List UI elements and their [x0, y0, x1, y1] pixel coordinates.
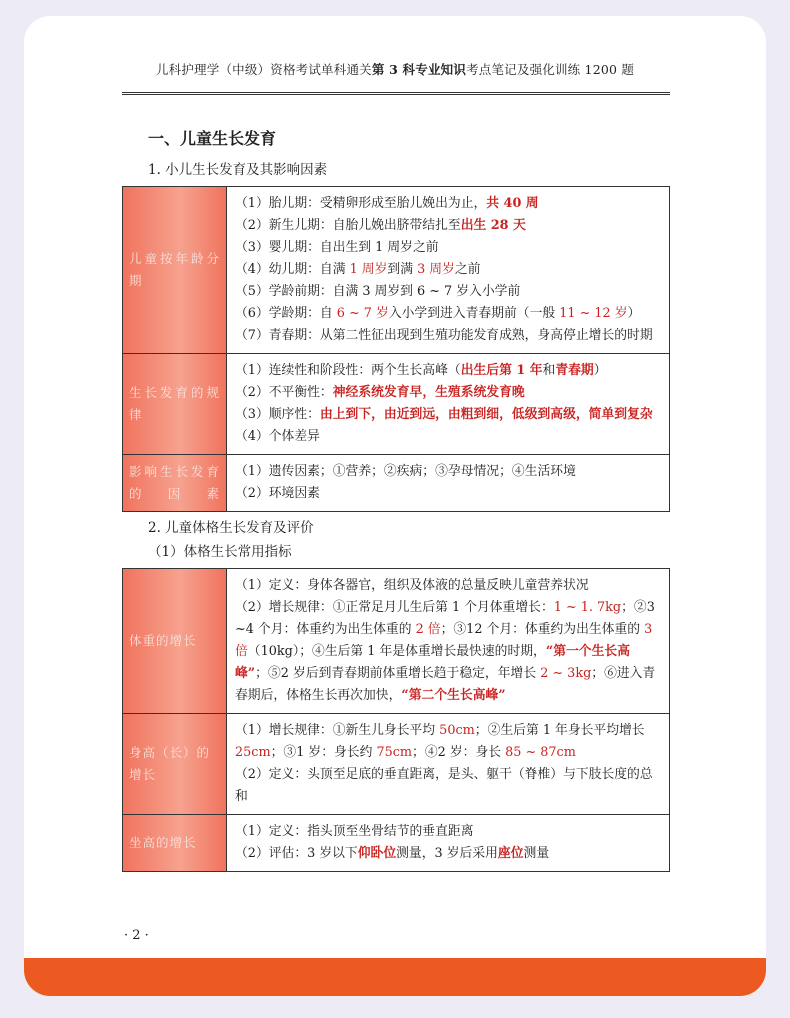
- list-item: （2）定义：头顶至足底的垂直距离，是头、躯干（脊椎）与下肢长度的总和: [235, 767, 653, 804]
- row-content-sitting-height: [227, 815, 670, 872]
- table-row: [123, 455, 670, 512]
- list-item: （2）不平衡性：神经系统发育早，生殖系统发育晚: [235, 385, 525, 400]
- list-item: （4）幼儿期：自满 1 周岁到满 3 周岁之前: [235, 262, 481, 277]
- list-item: （3）顺序性：由上到下，由近到远，由粗到细，低级到高级，简单到复杂: [235, 407, 653, 422]
- table-row: [123, 714, 670, 815]
- row-content-growth-rules: [227, 354, 670, 455]
- table-row: [123, 354, 670, 455]
- header-part-2: 第 3 科专业知识: [371, 62, 467, 77]
- page-number: · 2 ·: [124, 928, 149, 943]
- subsection-2-title: 2. 儿童体格生长发育及评价: [148, 520, 314, 536]
- list-item: （1）遗传因素；①营养；②疾病；③孕母情况；④生活环境: [235, 464, 576, 479]
- header-part-1: 儿科护理学（中级）资格考试单科通关: [155, 62, 372, 77]
- list-item: （2）评估：3 岁以下仰卧位测量，3 岁后采用座位测量: [235, 846, 550, 861]
- list-item: （1）定义：身体各器官，组织及体液的总量反映儿童营养状况: [235, 578, 589, 593]
- bottom-accent-bar: [24, 958, 766, 996]
- header-rule: [122, 92, 670, 93]
- list-item: （7）青春期：从第二性征出现到生殖功能发育成熟，身高停止增长的时期: [235, 328, 653, 343]
- list-item: （1）增长规律：①新生儿身长平均 50cm；②生后第 1 年身长平均增长 25cm；③1 岁：身长约 75cm；④2 岁：身长 85 ~ 87cm: [235, 723, 645, 760]
- table-row: [123, 815, 670, 872]
- list-item: （5）学龄前期：自满 3 周岁到 6 ~ 7 岁入小学前: [235, 284, 521, 299]
- list-item: （6）学龄期：自 6 ~ 7 岁入小学到进入青春期前（一般 11 ~ 12 岁）: [235, 306, 641, 321]
- row-label-height: 身高（长）的增长: [123, 714, 227, 815]
- subsection-1-title: 1. 小儿生长发育及其影响因素: [148, 162, 328, 178]
- growth-stage-table: [122, 186, 670, 512]
- row-label-sitting-height: 坐高的增长: [123, 815, 227, 872]
- list-item: （1）定义：指头顶至坐骨结节的垂直距离: [235, 824, 474, 839]
- list-item: （2）增长规律：①正常足月儿生后第 1 个月体重增长：1 ~ 1. 7kg；②3 ~4 个月：体重约为出生体重的 2 倍；③12 个月：体重约为出生体重的 3 倍（10kg）；④生后第 1 年是体重增长最快速的时期，“第一个生长高峰”；⑤2 岁后到青春期前体重增长趋于稳定，年增长 2 ~ 3kg；⑥进入青春期后，体格生长再次加快，“第二个生长高峰”: [235, 600, 656, 703]
- header-part-3: 考点笔记及强化训练 1200 题: [466, 62, 635, 77]
- row-content-influencing-factors: [227, 455, 670, 512]
- row-label-age-stages: 儿童按年龄分期: [123, 187, 227, 354]
- list-item: （2）环境因素: [235, 486, 320, 501]
- row-content-weight: [227, 569, 670, 714]
- list-item: （3）婴儿期：自出生到 1 周岁之前: [235, 240, 439, 255]
- table-row: [123, 569, 670, 714]
- row-label-growth-rules: 生长发育的规律: [123, 354, 227, 455]
- physical-growth-table: [122, 568, 670, 872]
- table-row: [123, 187, 670, 354]
- section-title: 一、儿童生长发育: [148, 129, 277, 148]
- row-content-age-stages: [227, 187, 670, 354]
- list-item: （2）新生儿期：自胎儿娩出脐带结扎至出生 28 天: [235, 218, 526, 233]
- running-header: [100, 60, 690, 84]
- subsection-2-item: （1）体格生长常用指标: [148, 544, 292, 560]
- row-label-weight: 体重的增长: [123, 569, 227, 714]
- row-content-height: [227, 714, 670, 815]
- row-label-influencing-factors: 影响生长发育的因素: [123, 455, 227, 512]
- list-item: （1）连续性和阶段性：两个生长高峰（出生后第 1 年和青春期）: [235, 363, 607, 378]
- list-item: （1）胎儿期：受精卵形成至胎儿娩出为止，共 40 周: [235, 196, 539, 211]
- list-item: （4）个体差异: [235, 429, 320, 444]
- header-rule-double: [122, 94, 670, 95]
